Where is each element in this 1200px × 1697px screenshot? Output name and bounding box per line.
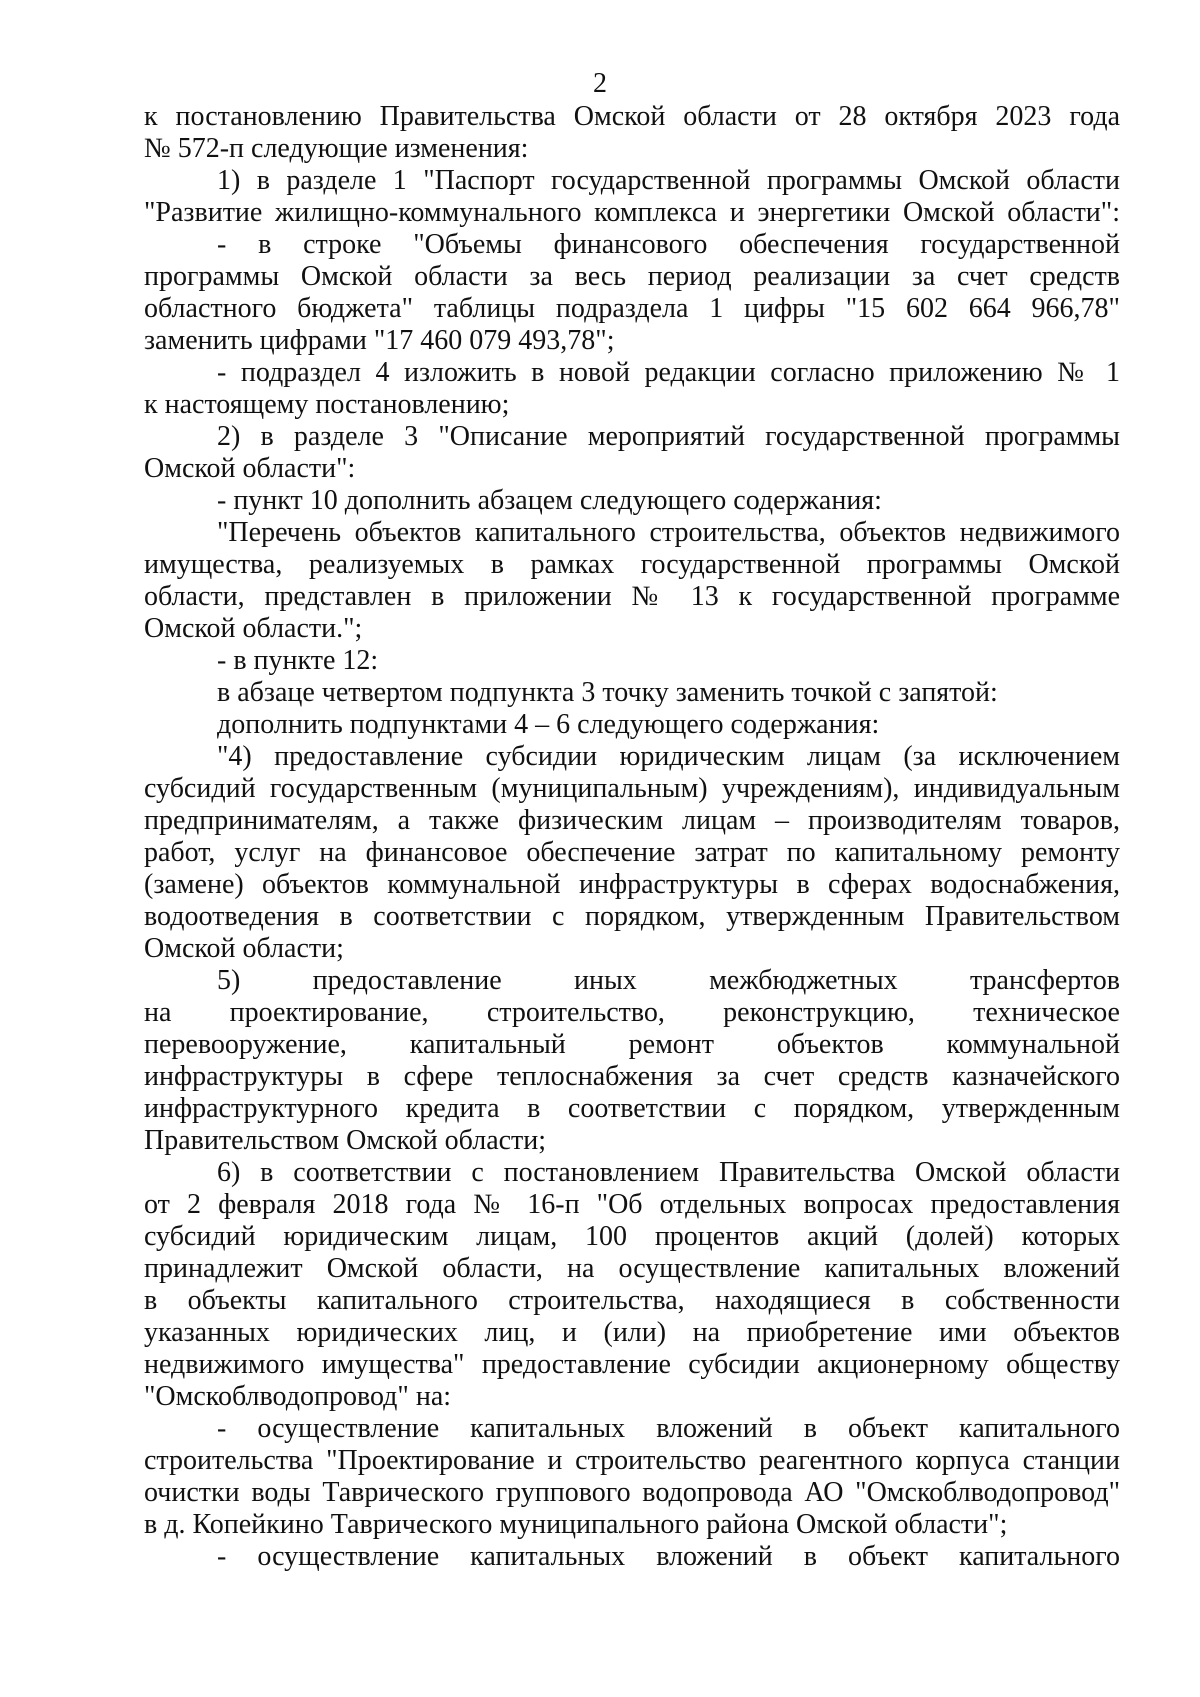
text-line: - в пункте 12: xyxy=(217,645,379,676)
text-line: Омской области": xyxy=(144,453,356,484)
text-line: Омской области."; xyxy=(144,613,363,644)
text-line: от 2 февраля 2018 года № 16-п "Об отдельных вопросах предоставления xyxy=(144,1189,1120,1220)
text-line: в д. Копейкино Таврического муниципального района Омской области"; xyxy=(144,1509,1008,1540)
text-line: очистки воды Таврического группового водопровода АО "Омскоблводопровод" xyxy=(144,1477,1120,1508)
text-line: областного бюджета" таблицы подраздела 1 цифры "15 602 664 966,78" xyxy=(144,293,1120,324)
text-line: "Омскоблводопровод" на: xyxy=(144,1381,452,1412)
text-line: к настоящему постановлению; xyxy=(144,389,510,420)
text-line: "4) предоставление субсидии юридическим лицам (за исключением xyxy=(217,741,1120,772)
text-line: принадлежит Омской области, на осуществление капитальных вложений xyxy=(144,1253,1120,1284)
text-line: субсидий юридическим лицам, 100 процентов акций (долей) которых xyxy=(144,1221,1120,1252)
text-line: области, представлен в приложении № 13 к государственной программе xyxy=(144,581,1120,612)
text-line: недвижимого имущества" предоставление субсидии акционерному обществу xyxy=(144,1349,1120,1380)
text-line: "Перечень объектов капитального строительства, объектов недвижимого xyxy=(217,517,1120,548)
text-line: 5) предоставление иных межбюджетных трансфертов xyxy=(217,965,1120,996)
page-number: 2 xyxy=(593,68,607,99)
text-line: "Развитие жилищно-коммунального комплекса и энергетики Омской области": xyxy=(144,197,1120,228)
text-line: инфраструктуры в сфере теплоснабжения за счет средств казначейского xyxy=(144,1061,1120,1092)
text-line: - осуществление капитальных вложений в объект капитального xyxy=(217,1413,1120,1444)
text-line: в абзаце четвертом подпункта 3 точку заменить точкой с запятой: xyxy=(217,677,998,708)
document-body xyxy=(144,101,1120,1573)
text-line: заменить цифрами "17 460 079 493,78"; xyxy=(144,325,615,356)
text-line: на проектирование, строительство, реконструкцию, техническое xyxy=(144,997,1120,1028)
text-line: 2) в разделе 3 "Описание мероприятий государственной программы xyxy=(217,421,1120,452)
text-line: - пункт 10 дополнить абзацем следующего содержания: xyxy=(217,485,882,516)
text-line: - осуществление капитальных вложений в объект капитального xyxy=(217,1541,1120,1572)
text-line: предпринимателям, а также физическим лицам – производителям товаров, xyxy=(144,805,1120,836)
text-line: имущества, реализуемых в рамках государственной программы Омской xyxy=(144,549,1120,580)
text-line: Правительством Омской области; xyxy=(144,1125,547,1156)
text-line: работ, услуг на финансовое обеспечение затрат по капитальному ремонту xyxy=(144,837,1120,868)
text-line: программы Омской области за весь период реализации за счет средств xyxy=(144,261,1120,292)
text-line: Омской области; xyxy=(144,933,344,964)
text-line: водоотведения в соответствии с порядком, утвержденным Правительством xyxy=(144,901,1120,932)
text-line: дополнить подпунктами 4 – 6 следующего содержания: xyxy=(217,709,880,740)
text-line: в объекты капитального строительства, находящиеся в собственности xyxy=(144,1285,1120,1316)
text-line: перевооружение, капитальный ремонт объектов коммунальной xyxy=(144,1029,1120,1060)
text-line: субсидий государственным (муниципальным) учреждениям), индивидуальным xyxy=(144,773,1120,804)
text-line: 6) в соответствии с постановлением Правительства Омской области xyxy=(217,1157,1120,1188)
text-line: № 572-п следующие изменения: xyxy=(144,133,529,164)
text-line: инфраструктурного кредита в соответствии с порядком, утвержденным xyxy=(144,1093,1120,1124)
text-line: - в строке "Объемы финансового обеспечения государственной xyxy=(217,229,1120,260)
text-line: - подраздел 4 изложить в новой редакции согласно приложению № 1 xyxy=(217,357,1120,388)
text-line: (замене) объектов коммунальной инфраструктуры в сферах водоснабжения, xyxy=(144,869,1120,900)
text-line: к постановлению Правительства Омской области от 28 октября 2023 года xyxy=(144,101,1120,132)
text-line: указанных юридических лиц, и (или) на приобретение ими объектов xyxy=(144,1317,1120,1348)
text-line: строительства "Проектирование и строительство реагентного корпуса станции xyxy=(144,1445,1120,1476)
text-line: 1) в разделе 1 "Паспорт государственной программы Омской области xyxy=(217,165,1120,196)
